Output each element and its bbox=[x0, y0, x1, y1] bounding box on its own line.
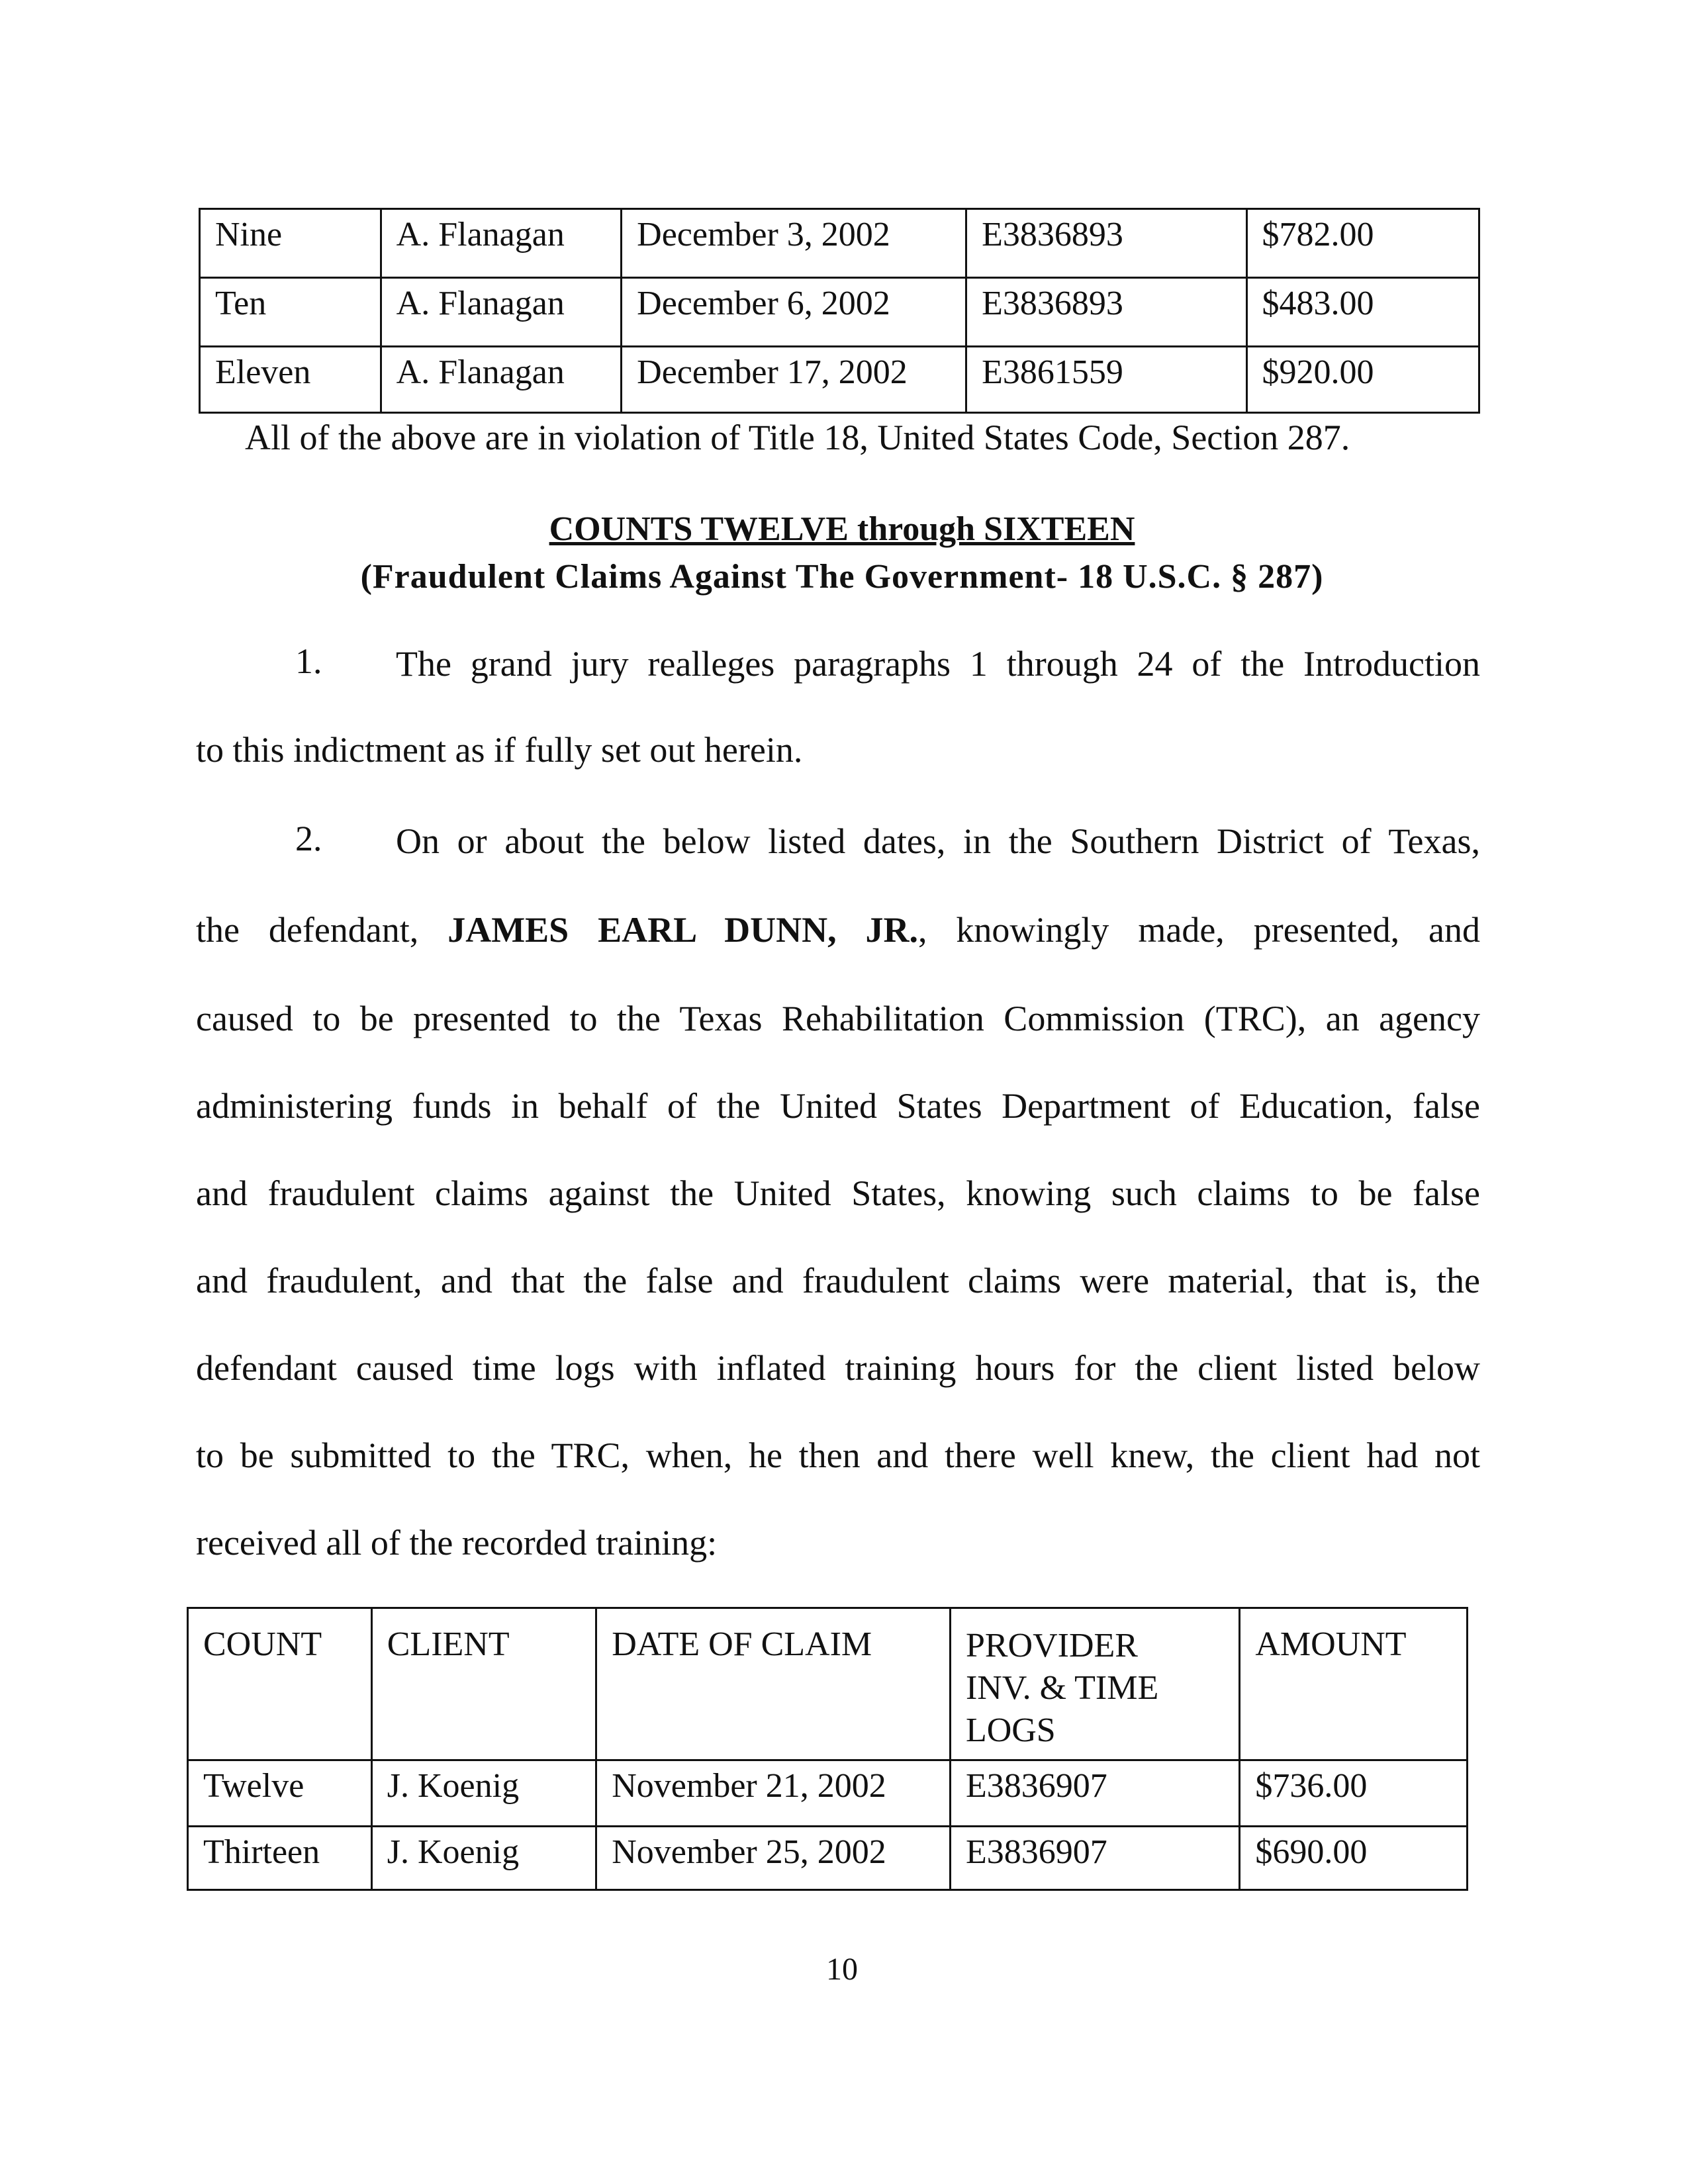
header-date: DATE OF CLAIM bbox=[596, 1608, 951, 1760]
date-cell: December 17, 2002 bbox=[622, 347, 966, 413]
paragraph-2-line: received all of the recorded training: bbox=[196, 1523, 718, 1563]
invoice-cell: E3836893 bbox=[966, 278, 1246, 347]
client-cell: J. Koenig bbox=[371, 1827, 596, 1890]
count-cell: Ten bbox=[200, 278, 381, 347]
client-cell: J. Koenig bbox=[371, 1760, 596, 1827]
invoice-cell: E3836907 bbox=[950, 1827, 1239, 1890]
paragraph-text: the defendant, bbox=[196, 910, 419, 950]
paragraph-2-line: and fraudulent, and that the false and fraudulent claims were material, that is, the bbox=[196, 1261, 1480, 1300]
paragraph-2-number: 2. bbox=[295, 819, 322, 858]
amount-cell: $483.00 bbox=[1246, 278, 1479, 347]
paragraph-2-line: to be submitted to the TRC, when, he then and there well knew, the client had not bbox=[196, 1435, 1480, 1475]
paragraph-text: , knowingly made, presented, and bbox=[918, 910, 1481, 950]
client-cell: A. Flanagan bbox=[381, 209, 622, 278]
count-cell: Thirteen bbox=[188, 1827, 372, 1890]
count-cell: Eleven bbox=[200, 347, 381, 413]
date-cell: November 21, 2002 bbox=[596, 1760, 951, 1827]
table-row bbox=[200, 209, 1479, 278]
paragraph-1-line: to this indictment as if fully set out herein. bbox=[196, 730, 803, 770]
invoice-cell: E3861559 bbox=[966, 347, 1246, 413]
paragraph-2-line: defendant caused time logs with inflated training hours for the client listed below bbox=[196, 1348, 1480, 1388]
client-cell: A. Flanagan bbox=[381, 347, 622, 413]
date-cell: November 25, 2002 bbox=[596, 1827, 951, 1890]
paragraph-2-line: caused to be presented to the Texas Rehabilitation Commission (TRC), an agency bbox=[196, 999, 1480, 1038]
invoice-cell: E3836907 bbox=[950, 1760, 1239, 1827]
violation-statement: All of the above are in violation of Title 18, United States Code, Section 287. bbox=[245, 418, 1350, 457]
header-provider bbox=[950, 1608, 1239, 1760]
paragraph-2-line bbox=[196, 909, 1480, 950]
paragraph-1-number: 1. bbox=[295, 641, 322, 681]
paragraph-2-line: administering funds in behalf of the United States Department of Education, false bbox=[196, 1086, 1480, 1126]
client-cell: A. Flanagan bbox=[381, 278, 622, 347]
table-row bbox=[188, 1760, 1468, 1827]
table-row bbox=[200, 347, 1479, 413]
paragraph-1-line: The grand jury realleges paragraphs 1 through 24 of the Introduction bbox=[396, 644, 1480, 684]
invoice-cell: E3836893 bbox=[966, 209, 1246, 278]
paragraph-2-line: and fraudulent claims against the United States, knowing such claims to be false bbox=[196, 1173, 1480, 1213]
table-header-row bbox=[188, 1608, 1468, 1760]
header-provider-line: LOGS bbox=[965, 1711, 1056, 1749]
date-cell: December 3, 2002 bbox=[622, 209, 966, 278]
amount-cell: $920.00 bbox=[1246, 347, 1479, 413]
section-heading: COUNTS TWELVE through SIXTEEN bbox=[549, 510, 1135, 548]
table-row bbox=[188, 1827, 1468, 1890]
amount-cell: $736.00 bbox=[1240, 1760, 1468, 1827]
count-cell: Nine bbox=[200, 209, 381, 278]
count-cell: Twelve bbox=[188, 1760, 372, 1827]
counts-table bbox=[187, 1607, 1468, 1891]
header-provider-line: PROVIDER bbox=[965, 1627, 1138, 1664]
header-amount: AMOUNT bbox=[1240, 1608, 1468, 1760]
paragraph-2-line: On or about the below listed dates, in the Southern District of Texas, bbox=[396, 821, 1480, 861]
amount-cell: $782.00 bbox=[1246, 209, 1479, 278]
section-subheading: (Fraudulent Claims Against The Government- 18 U.S.C. § 287) bbox=[360, 558, 1324, 596]
header-provider-line: INV. & TIME bbox=[965, 1669, 1159, 1707]
amount-cell: $690.00 bbox=[1240, 1827, 1468, 1890]
page-number: 10 bbox=[826, 1952, 858, 1987]
date-cell: December 6, 2002 bbox=[622, 278, 966, 347]
table-row bbox=[200, 278, 1479, 347]
header-client: CLIENT bbox=[371, 1608, 596, 1760]
counts-table-continued bbox=[199, 208, 1480, 414]
defendant-name: JAMES EARL DUNN, JR. bbox=[447, 910, 919, 950]
header-count: COUNT bbox=[188, 1608, 372, 1760]
